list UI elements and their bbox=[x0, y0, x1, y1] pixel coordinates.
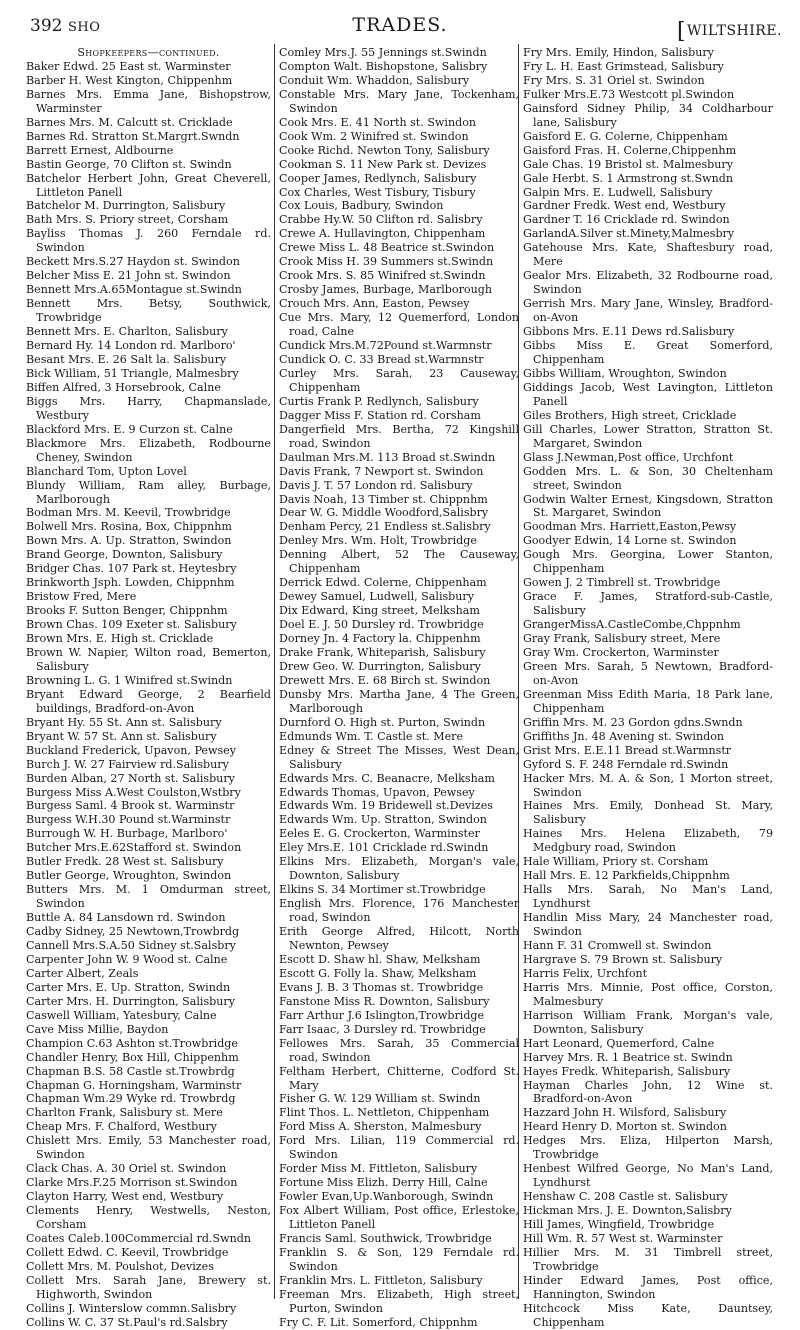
directory-entry: Belcher Miss E. 21 John st. Swindon bbox=[26, 269, 231, 283]
directory-entry: Bennett Mrs. Betsy, Southwick, Trowbridge bbox=[26, 297, 271, 325]
directory-entry: Batchelor M. Durrington, Salisbury bbox=[26, 199, 226, 213]
directory-entry: Butcher Mrs.E.62Stafford st. Swindon bbox=[26, 841, 242, 855]
directory-entry: Buckland Frederick, Upavon, Pewsey bbox=[26, 743, 237, 757]
directory-entry: Barnes Mrs. M. Calcutt st. Cricklade bbox=[26, 115, 233, 129]
directory-entry: Godwin Walter Ernest, Kingsdown, Stratton St. Margaret, Swindon bbox=[523, 492, 773, 520]
directory-entry: Escott G. Folly la. Shaw, Melksham bbox=[279, 966, 477, 980]
directory-entry: Collins J. Winterslow commn.Salisbry bbox=[26, 1301, 237, 1315]
directory-entry: Gibbons Mrs. E.11 Dews rd.Salisbury bbox=[523, 325, 735, 339]
directory-entry: Gyford S. F. 248 Ferndale rd.Swindn bbox=[523, 757, 729, 771]
directory-entry: Chapman Wm.29 Wyke rd. Trowbrdg bbox=[26, 1092, 236, 1106]
directory-entry: Buttle A. 84 Lansdown rd. Swindon bbox=[26, 911, 226, 925]
directory-entry: Collett Mrs. M. Poulshot, Devizes bbox=[26, 1259, 214, 1273]
directory-entry: Elkins S. 34 Mortimer st.Trowbridge bbox=[279, 883, 486, 897]
directory-entry: Galpin Mrs. E. Ludwell, Salisbury bbox=[523, 185, 713, 199]
directory-entry: Bath Mrs. S. Priory street, Corsham bbox=[26, 213, 229, 227]
county-name: WILTSHIRE. bbox=[687, 23, 782, 39]
directory-entry: Carter Albert, Zeals bbox=[26, 966, 139, 980]
directory-entry: Freeman Mrs. Elizabeth, High street, Purton, Swindon bbox=[279, 1287, 519, 1315]
directory-entry: Crook Mrs. S. 85 Winifred st.Swindn bbox=[279, 269, 486, 283]
directory-entry: Bridger Chas. 107 Park st. Heytesbry bbox=[26, 562, 237, 576]
directory-entry: Carter Mrs. H. Durrington, Salisbury bbox=[26, 994, 235, 1008]
directory-entry: Hillier Mrs. M. 31 Timbrell street, Trowbridge bbox=[523, 1245, 773, 1273]
directory-entry: GarlandA.Silver st.Minety,Malmesbry bbox=[523, 227, 735, 241]
directory-entry: Bristow Fred, Mere bbox=[26, 590, 137, 604]
column-1 bbox=[26, 46, 271, 1330]
directory-entry: Cannell Mrs.S.A.50 Sidney st.Salsbry bbox=[26, 939, 236, 952]
directory-entry: Fulker Mrs.E.73 Westcott pl.Swindon bbox=[523, 87, 735, 101]
directory-entry: Caswell William, Yatesbury, Calne bbox=[26, 1008, 217, 1022]
directory-entry: Goodyer Edwin, 14 Lorne st. Swindon bbox=[523, 534, 737, 548]
directory-entry: Crook Miss H. 39 Summers st.Swindn bbox=[279, 255, 494, 269]
directory-entry: Hedges Mrs. Eliza, Hilperton Marsh, Trowbridge bbox=[523, 1134, 773, 1162]
directory-entry: Crewe Miss L. 48 Beatrice st.Swindon bbox=[279, 241, 495, 255]
column-2 bbox=[279, 46, 519, 1330]
directory-entry: Derrick Edwd. Colerne, Chippenham bbox=[279, 576, 487, 590]
directory-entry: Doel E. J. 50 Dursley rd. Trowbridge bbox=[279, 618, 484, 632]
directory-entry: Clarke Mrs.F.25 Morrison st.Swindon bbox=[26, 1176, 238, 1190]
directory-entry: Gowen J. 2 Timbrell st. Trowbridge bbox=[523, 576, 721, 590]
directory-entry: Dorney Jn. 4 Factory la. Chippenhm bbox=[279, 632, 481, 646]
directory-entry: Fowler Evan,Up.Wanborough, Swindn bbox=[279, 1190, 494, 1204]
column-3 bbox=[523, 46, 773, 1330]
directory-entry: Bayliss Thomas J. 260 Ferndale rd. Swindon bbox=[26, 227, 271, 255]
directory-entry: Crouch Mrs. Ann, Easton, Pewsey bbox=[279, 297, 470, 311]
directory-entry: Gray Wm. Crockerton, Warminster bbox=[523, 645, 719, 659]
directory-entry: Flint Thos. L. Nettleton, Chippenham bbox=[279, 1106, 490, 1120]
directory-entry: Clayton Harry, West end, Westbury bbox=[26, 1190, 224, 1204]
directory-entry: English Mrs. Florence, 176 Manchester road, Swindon bbox=[279, 897, 519, 925]
directory-entry: Franklin S. & Son, 129 Ferndale rd. Swindon bbox=[279, 1245, 519, 1273]
directory-entry: Cook Mrs. E. 41 North st. Swindon bbox=[279, 115, 477, 129]
directory-entry: Durnford O. High st. Purton, Swindn bbox=[279, 715, 486, 729]
directory-entry: Bodman Mrs. M. Keevil, Trowbridge bbox=[26, 506, 231, 520]
directory-entry: Coates Caleb.100Commercial rd.Swndn bbox=[26, 1232, 251, 1246]
directory-entry: Hacker Mrs. M. A. & Son, 1 Morton street, Swindon bbox=[523, 771, 773, 799]
directory-entry: Cundick O. C. 33 Bread st.Warmnstr bbox=[279, 352, 484, 366]
directory-entry: Burch J. W. 27 Fairview rd.Salisbury bbox=[26, 757, 229, 771]
directory-entry: Chapman G. Horningsham, Warminstr bbox=[26, 1078, 242, 1092]
directory-entry: Harris Felix, Urchfont bbox=[523, 966, 648, 980]
directory-entry: Davis Noah, 13 Timber st. Chippnhm bbox=[279, 492, 488, 506]
directory-entry: Glass J.Newman,Post office, Urchfont bbox=[523, 450, 734, 464]
directory-entry: Barnes Rd. Stratton St.Margrt.Swndn bbox=[26, 129, 240, 143]
directory-entry: Cox Charles, West Tisbury, Tisbury bbox=[279, 185, 476, 199]
directory-entry: Hall Mrs. E. 12 Parkfields,Chippnhm bbox=[523, 869, 730, 883]
directory-entry: Davis Frank, 7 Newport st. Swindon bbox=[279, 464, 484, 478]
directory-entry: Collett Edwd. C. Keevil, Trowbridge bbox=[26, 1245, 229, 1259]
directory-entry: Edwards Mrs. C. Beanacre, Melksham bbox=[279, 771, 495, 785]
directory-entry: Haines Mrs. Helena Elizabeth, 79 Medgbury road, Swindon bbox=[523, 827, 773, 855]
directory-entry: Chandler Henry, Box Hill, Chippenhm bbox=[26, 1050, 239, 1064]
directory-entry: Brown W. Napier, Wilton road, Bemerton, Salisbury bbox=[26, 645, 271, 673]
directory-entry: Brand George, Downton, Salisbury bbox=[26, 548, 223, 562]
directory-entry: Cooke Richd. Newton Tony, Salisbury bbox=[279, 143, 490, 157]
directory-entry: Gough Mrs. Georgina, Lower Stanton, Chippenham bbox=[523, 548, 773, 576]
directory-entry: Fry L. H. East Grimstead, Salisbury bbox=[523, 59, 724, 73]
directory-entry: Champion C.63 Ashton st.Trowbridge bbox=[26, 1036, 238, 1050]
directory-entry: Cadby Sidney, 25 Newtown,Trowbrdg bbox=[26, 925, 240, 939]
directory-entry: Butler George, Wroughton, Swindon bbox=[26, 869, 232, 883]
directory-entry: Cheap Mrs. F. Chalford, Westbury bbox=[26, 1120, 217, 1134]
directory-entry: Comley Mrs.J. 55 Jennings st.Swindn bbox=[279, 46, 487, 59]
directory-entry: Bennett Mrs. E. Charlton, Salisbury bbox=[26, 325, 228, 339]
directory-entry: Edmunds Wm. T. Castle st. Mere bbox=[279, 729, 464, 743]
directory-entry: Denham Percy, 21 Endless st.Salisbry bbox=[279, 520, 491, 534]
directory-entry: Burgess W.H.30 Pound st.Warminstr bbox=[26, 813, 231, 827]
directory-entry: Collins W. C. 37 St.Paul's rd.Salsbry bbox=[26, 1315, 228, 1329]
directory-entry: Forder Miss M. Fittleton, Salisbury bbox=[279, 1162, 478, 1176]
directory-entry: Bernard Hy. 14 London rd. Marlboro' bbox=[26, 339, 236, 353]
directory-entry: Griffin Mrs. M. 23 Gordon gdns.Swndn bbox=[523, 715, 743, 729]
directory-entry: Butters Mrs. M. 1 Omdurman street, Swindon bbox=[26, 883, 271, 911]
directory-entry: Carpenter John W. 9 Wood st. Calne bbox=[26, 952, 228, 966]
directory-entry: Cue Mrs. Mary, 12 Quemerford, London road, Calne bbox=[279, 311, 519, 339]
directory-entry: Fry C. F. Lit. Somerford, Chippnhm bbox=[279, 1315, 478, 1329]
directory-entry: Harris Mrs. Minnie, Post office, Corston, Malmesbury bbox=[523, 980, 773, 1008]
page-title: TRADES. bbox=[352, 14, 448, 36]
directory-entry: Gray Frank, Salisbury street, Mere bbox=[523, 632, 721, 646]
directory-entry: Handlin Miss Mary, 24 Manchester road, Swindon bbox=[523, 911, 773, 939]
directory-entry: Biggs Mrs. Harry, Chapmanslade, Westbury bbox=[26, 394, 271, 422]
directory-entry: Godden Mrs. L. & Son, 30 Cheltenham street, Swindon bbox=[523, 464, 773, 492]
directory-entry: Crewe A. Hullavington, Chippenham bbox=[279, 227, 486, 241]
directory-entry: Crabbe Hy.W. 50 Clifton rd. Salisbry bbox=[279, 213, 483, 227]
directory-entry: Gibbs Miss E. Great Somerford, Chippenham bbox=[523, 339, 773, 366]
directory-entry: Besant Mrs. E. 26 Salt la. Salisbury bbox=[26, 352, 227, 366]
directory-entry: Gaisford E. G. Colerne, Chippenham bbox=[523, 129, 728, 143]
directory-entry: Denley Mrs. Wm. Holt, Trowbridge bbox=[279, 534, 477, 548]
directory-entry: Feltham Herbert, Chitterne, Codford St. Mary bbox=[279, 1064, 519, 1092]
directory-entry: Hinder Edward James, Post office, Hannington, Swindon bbox=[523, 1273, 773, 1301]
directory-entry: Fortune Miss Elizh. Derry Hill, Calne bbox=[279, 1176, 488, 1190]
directory-entry: Barber H. West Kington, Chippenhm bbox=[26, 73, 233, 87]
directory-entry: Hale William, Priory st. Corsham bbox=[523, 855, 709, 869]
directory-entry: Bennett Mrs.A.65Montague st.Swindn bbox=[26, 283, 242, 297]
directory-entry: Fanstone Miss R. Downton, Salisbury bbox=[279, 994, 490, 1008]
directory-entry: Edney & Street The Misses, West Dean, Salisbury bbox=[279, 743, 519, 771]
directory-entry: Charlton Frank, Salisbury st. Mere bbox=[26, 1106, 223, 1120]
directory-entry: Collett Mrs. Sarah Jane, Brewery st. Highworth, Swindon bbox=[26, 1273, 271, 1301]
directory-entry: Hann F. 31 Cromwell st. Swindon bbox=[523, 939, 712, 952]
directory-entry: Curtis Frank P. Redlynch, Salisbury bbox=[279, 394, 479, 408]
directory-entry: Hitchcock Miss Kate, Dauntsey, Chippenham bbox=[523, 1301, 773, 1329]
directory-entry: Biffen Alfred, 3 Horsebrook, Calne bbox=[26, 380, 221, 394]
directory-entry: Gardner T. 16 Cricklade rd. Swindon bbox=[523, 213, 730, 227]
directory-entry: Henbest Wilfred George, No Man's Land, Lyndhurst bbox=[523, 1162, 773, 1190]
directory-entry: Brinkworth Jsph. Lowden, Chippnhm bbox=[26, 576, 235, 590]
directory-entry: Crosby James, Burbage, Marlborough bbox=[279, 283, 492, 297]
directory-entry: Chislett Mrs. Emily, 53 Manchester road, Swindon bbox=[26, 1134, 271, 1162]
directory-entry: Cooper James, Redlynch, Salisbury bbox=[279, 171, 477, 185]
directory-entry: Brown Mrs. E. High st. Cricklade bbox=[26, 632, 214, 646]
directory-entry: Eley Mrs.E. 101 Cricklade rd.Swindn bbox=[279, 841, 489, 855]
directory-entry: Grace F. James, Stratford-sub-Castle, Salisbury bbox=[523, 590, 773, 618]
directory-entry: Franklin Mrs. L. Fittleton, Salisbury bbox=[279, 1273, 483, 1287]
directory-entry: Blackmore Mrs. Elizabeth, Rodbourne Cheney, Swindon bbox=[26, 436, 271, 464]
directory-entry: Barnes Mrs. Emma Jane, Bishopstrow, Warminster bbox=[26, 87, 271, 115]
directory-entry: Hill James, Wingfield, Trowbridge bbox=[523, 1218, 715, 1232]
directory-entry: Erith George Alfred, Hilcott, North Newnton, Pewsey bbox=[279, 925, 519, 952]
directory-entry: Bryant Edward George, 2 Bearfield buildings, Bradford-on-Avon bbox=[26, 687, 271, 715]
directory-entry: Hargrave S. 79 Brown st. Salisbury bbox=[523, 952, 723, 966]
directory-entry: Barrett Ernest, Aldbourne bbox=[26, 143, 174, 157]
directory-entry: Fry Mrs. S. 31 Oriel st. Swindon bbox=[523, 73, 705, 87]
directory-entry: Dewey Samuel, Ludwell, Salisbury bbox=[279, 590, 475, 604]
column-divider bbox=[274, 44, 275, 1299]
directory-entry: Escott D. Shaw hl. Shaw, Melksham bbox=[279, 952, 481, 966]
directory-entry: Beckett Mrs.S.27 Haydon st. Swindon bbox=[26, 255, 240, 269]
directory-entry: Harrison William Frank, Morgan's vale, Downton, Salisbury bbox=[523, 1008, 773, 1036]
directory-entry: Drake Frank, Whiteparish, Salisbury bbox=[279, 645, 486, 659]
directory-entry: Burgess Miss A.West Coulston,Wstbry bbox=[26, 785, 241, 799]
directory-entry: Blundy William, Ram alley, Burbage, Marlborough bbox=[26, 478, 271, 506]
page-number: 392 bbox=[30, 16, 63, 36]
directory-entry: Dangerfield Mrs. Bertha, 72 Kingshill road, Swindon bbox=[279, 422, 519, 450]
directory-entry: Gardner Fredk. West end, Westbury bbox=[523, 199, 726, 213]
directory-entry: Denning Albert, 52 The Causeway, Chippenham bbox=[279, 548, 519, 576]
directory-entry: Gibbs William, Wroughton, Swindon bbox=[523, 366, 727, 380]
directory-entry: Butler Fredk. 28 West st. Salisbury bbox=[26, 855, 224, 869]
directory-entry: Halls Mrs. Sarah, No Man's Land, Lyndhurst bbox=[523, 883, 773, 911]
directory-entry: Clack Chas. A. 30 Oriel st. Swindon bbox=[26, 1162, 227, 1176]
directory-entry: Heard Henry D. Morton st. Swindon bbox=[523, 1120, 727, 1134]
directory-entry: Gainsford Sidney Philip, 34 Coldharbour lane, Salisbury bbox=[523, 101, 773, 129]
directory-entry: Hickman Mrs. J. E. Downton,Salisbry bbox=[523, 1204, 732, 1218]
directory-entry: Baker Edwd. 25 East st. Warminster bbox=[26, 59, 231, 73]
directory-entry: Evans J. B. 3 Thomas st. Trowbridge bbox=[279, 980, 484, 994]
directory-entry: Cook Wm. 2 Winifred st. Swindon bbox=[279, 129, 469, 143]
directory-entry: Brooks F. Sutton Benger, Chippnhm bbox=[26, 604, 228, 618]
directory-entry: Drew Geo. W. Durrington, Salisbury bbox=[279, 659, 481, 673]
directory-entry: Bastin George, 70 Clifton st. Swindn bbox=[26, 157, 232, 171]
directory-entry: GrangerMissA.CastleCombe,Chppnhm bbox=[523, 618, 741, 632]
directory-entry: Farr Isaac, 3 Dursley rd. Trowbridge bbox=[279, 1022, 486, 1036]
directory-entry: Ford Miss A. Sherston, Malmesbury bbox=[279, 1120, 482, 1134]
directory-entry: Grist Mrs. E.E.11 Bread st.Warmnstr bbox=[523, 743, 732, 757]
directory-entry: Bryant W. 57 St. Ann st. Salisbury bbox=[26, 729, 217, 743]
directory-entry: Dagger Miss F. Station rd. Corsham bbox=[279, 408, 481, 422]
directory-entry: Constable Mrs. Mary Jane, Tockenham, Swindon bbox=[279, 87, 519, 115]
directory-entry: Browning L. G. 1 Winifred st.Swindn bbox=[26, 673, 233, 687]
directory-entry: Gerrish Mrs. Mary Jane, Winsley, Bradford-on-Avon bbox=[523, 297, 773, 325]
directory-entry: Haines Mrs. Emily, Donhead St. Mary, Salisbury bbox=[523, 799, 773, 827]
directory-entry: Compton Walt. Bishopstone, Salisbry bbox=[279, 59, 488, 73]
directory-entry: Farr Arthur J.6 Islington,Trowbridge bbox=[279, 1008, 485, 1022]
directory-entry: Edwards Wm. 19 Bridewell st.Devizes bbox=[279, 799, 493, 813]
directory-entry: Cave Miss Millie, Baydon bbox=[26, 1022, 169, 1036]
directory-entry: Blanchard Tom, Upton Lovel bbox=[26, 464, 187, 478]
directory-entry: Griffiths Jn. 48 Avening st. Swindon bbox=[523, 729, 725, 743]
directory-entry: Hayman Charles John, 12 Wine st. Bradford-on-Avon bbox=[523, 1078, 773, 1106]
directory-entry: Giddings Jacob, West Lavington, Littleton Panell bbox=[523, 380, 773, 408]
directory-entry: Bick William, 51 Triangle, Malmesbry bbox=[26, 366, 239, 380]
directory-entry: Eeles E. G. Crockerton, Warminster bbox=[279, 827, 480, 841]
page-header bbox=[0, 8, 800, 44]
directory-entry: Fry Mrs. Emily, Hindon, Salisbury bbox=[523, 46, 714, 59]
directory-entry: Chapman B.S. 58 Castle st.Trowbrdg bbox=[26, 1064, 235, 1078]
directory-entry: Greenman Miss Edith Maria, 18 Park lane, Chippenham bbox=[523, 687, 773, 715]
directory-entry: Harvey Mrs. R. 1 Beatrice st. Swindn bbox=[523, 1050, 733, 1064]
directory-entry: Curley Mrs. Sarah, 23 Causeway, Chippenham bbox=[279, 366, 519, 394]
directory-entry: Hazzard John H. Wilsford, Salisbury bbox=[523, 1106, 727, 1120]
directory-entry: Edwards Thomas, Upavon, Pewsey bbox=[279, 785, 475, 799]
directory-entry: Clements Henry, Westwells, Neston, Corsham bbox=[26, 1204, 271, 1232]
directory-entry: Giles Brothers, High street, Cricklade bbox=[523, 408, 737, 422]
directory-entry: Burrough W. H. Burbage, Marlboro' bbox=[26, 827, 228, 841]
directory-entry: Gaisford Fras. H. Colerne,Chippenhm bbox=[523, 143, 737, 157]
running-abbreviation: SHO bbox=[68, 20, 101, 35]
directory-entry: Henshaw C. 208 Castle st. Salisbury bbox=[523, 1190, 728, 1204]
directory-entry: Burgess Saml. 4 Brook st. Warminstr bbox=[26, 799, 235, 813]
directory-entry: Bryant Hy. 55 St. Ann st. Salisbury bbox=[26, 715, 222, 729]
directory-entry: Carter Mrs. E. Up. Stratton, Swindn bbox=[26, 980, 231, 994]
directory-entry: Ford Mrs. Lilian, 119 Commercial rd. Swindon bbox=[279, 1134, 519, 1162]
directory-entry: Gatehouse Mrs. Kate, Shaftesbury road, Mere bbox=[523, 241, 773, 269]
directory-entry: Blackford Mrs. E. 9 Curzon st. Calne bbox=[26, 422, 233, 436]
directory-entry: Edwards Wm. Up. Stratton, Swindon bbox=[279, 813, 487, 827]
directory-entry: Gealor Mrs. Elizabeth, 32 Rodbourne road, Swindon bbox=[523, 269, 773, 297]
directory-entry: Green Mrs. Sarah, 5 Newtown, Bradford-on-Avon bbox=[523, 659, 773, 687]
directory-entry: Gale Chas. 19 Bristol st. Malmesbury bbox=[523, 157, 733, 171]
directory-entry: Gill Charles, Lower Stratton, Stratton St. Margaret, Swindon bbox=[523, 422, 773, 450]
county-heading bbox=[676, 16, 782, 44]
directory-entry: Gale Herbt. S. 1 Armstrong st.Swndn bbox=[523, 171, 734, 185]
directory-entry: Dunsby Mrs. Martha Jane, 4 The Green, Marlborough bbox=[279, 687, 519, 715]
directory-entry: Bolwell Mrs. Rosina, Box, Chippnhm bbox=[26, 520, 232, 534]
directory-entry: Hayes Fredk. Whiteparish, Salisbury bbox=[523, 1064, 731, 1078]
directory-entry: Elkins Mrs. Elizabeth, Morgan's vale, Downton, Salisbury bbox=[279, 855, 519, 883]
directory-entry: Cundick Mrs.M.72Pound st.Warmnstr bbox=[279, 339, 492, 353]
directory-entry: Cookman S. 11 New Park st. Devizes bbox=[279, 157, 487, 171]
directory-entry: Davis J. T. 57 London rd. Salisbury bbox=[279, 478, 473, 492]
directory-entry: Hart Leonard, Quemerford, Calne bbox=[523, 1036, 715, 1050]
directory-entry: Batchelor Herbert John, Great Cheverell, Littleton Panell bbox=[26, 171, 271, 199]
directory-entry: Goodman Mrs. Harriett,Easton,Pewsy bbox=[523, 520, 737, 534]
directory-entry: Hill Wm. R. 57 West st. Warminster bbox=[523, 1232, 723, 1246]
directory-entry: Burden Alban, 27 North st. Salisbury bbox=[26, 771, 235, 785]
directory-entry: Cox Louis, Badbury, Swindon bbox=[279, 199, 444, 213]
county-bracket: [ bbox=[676, 19, 687, 44]
directory-entry: Daulman Mrs.M. 113 Broad st.Swindn bbox=[279, 450, 496, 464]
directory-entry: Brown Chas. 109 Exeter st. Salisbury bbox=[26, 618, 237, 632]
directory-entry: Dix Edward, King street, Melksham bbox=[279, 604, 480, 618]
directory-entry: Dear W. G. Middle Woodford,Salisbry bbox=[279, 506, 489, 520]
directory-entry: Fellowes Mrs. Sarah, 35 Commercial road, Swindon bbox=[279, 1036, 519, 1064]
directory-entry: Fox Albert William, Post office, Erlestoke, Littleton Panell bbox=[279, 1204, 519, 1232]
directory-entry: Fisher G. W. 129 William st. Swindn bbox=[279, 1092, 481, 1106]
directory-entry: Drewett Mrs. E. 68 Birch st. Swindon bbox=[279, 673, 491, 687]
directory-entry: Francis Saml. Southwick, Trowbridge bbox=[279, 1232, 492, 1246]
directory-entry: Bown Mrs. A. Up. Stratton, Swindon bbox=[26, 534, 232, 548]
directory-entry: Conduit Wm. Whaddon, Salisbury bbox=[279, 73, 470, 87]
section-heading: Shopkeepers—continued. bbox=[77, 46, 220, 59]
